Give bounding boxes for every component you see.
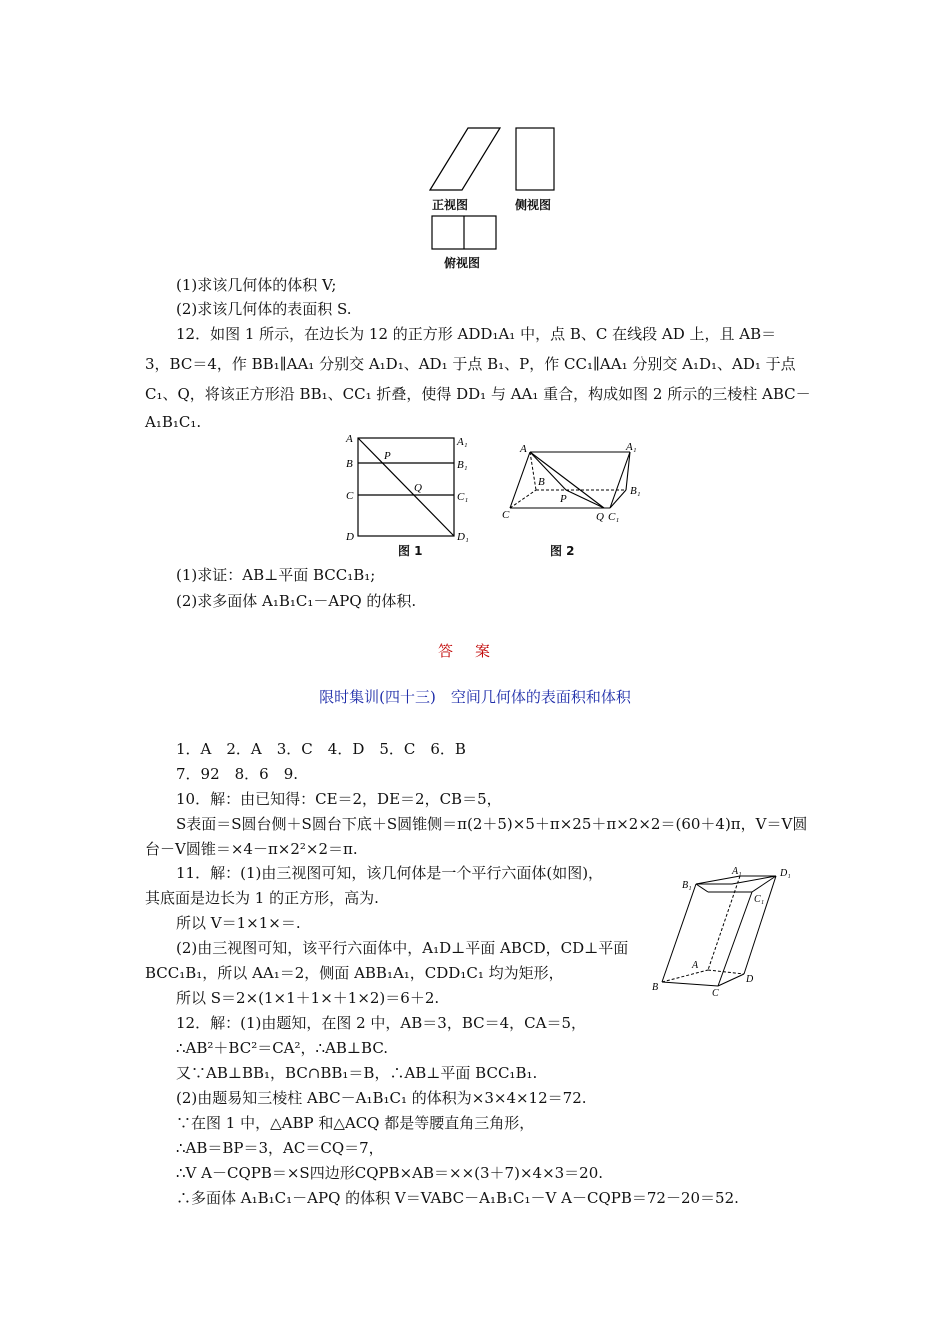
answer-12-line8: ∴多面体 A₁B₁C₁－APQ 的体积 V＝VABC－A₁B₁C₁－V A－CQPB＝72－20＝52. <box>176 1189 739 1207</box>
answer-12-line3: 又∵AB⊥BB₁，BC∩BB₁＝B，∴AB⊥平面 BCC₁B₁. <box>176 1064 538 1082</box>
fig1-label-C1: C₁ <box>457 491 469 503</box>
fig11-label-A: A <box>692 960 699 971</box>
fig1-label-D: D <box>346 531 354 543</box>
fig11-label-D1: D₁ <box>780 868 791 879</box>
front-view-caption: 正视图 <box>432 198 469 212</box>
answer-12-line7: ∴V A－CQPB＝×S四边形CQPB×AB＝××(3＋7)×4×3＝20. <box>176 1164 604 1182</box>
fig11-label-D: D <box>746 974 754 985</box>
fig11-label-C: C <box>712 988 719 998</box>
q12-line3: C₁、Q，将该正方形沿 BB₁、CC₁ 折叠，使得 DD₁ 与 AA₁ 重合，构成如图 2 所示的三棱柱 ABC－ <box>145 385 811 403</box>
answer-12-line6: ∴AB＝BP＝3，AC＝CQ＝7， <box>176 1139 384 1157</box>
answers-subtitle: 限时集训(四十三) 空间几何体的表面积和体积 <box>319 688 631 706</box>
front-view-shape <box>430 128 500 190</box>
answer-12-line5: ∵在图 1 中，△ABP 和△ACQ 都是等腰直角三角形， <box>176 1114 535 1132</box>
fig2-label-Q: Q <box>596 511 604 523</box>
fig1-label-Q: Q <box>414 482 422 494</box>
fig1-label-B1: B₁ <box>457 459 468 471</box>
q12-line4: A₁B₁C₁. <box>145 413 202 431</box>
fig2-label-A: A <box>520 443 527 455</box>
q11-part2: (2)求该几何体的表面积 S. <box>176 300 352 318</box>
fig1-label-A: A <box>346 433 353 445</box>
answer-11-line5: BCC₁B₁，所以 AA₁＝2，侧面 ABB₁A₁，CDD₁C₁ 均为矩形， <box>145 964 564 982</box>
answer-11-line3: 所以 V＝1×1×＝. <box>176 914 301 932</box>
fig1-label-A1: A₁ <box>457 436 468 448</box>
fig11-label-A1: A₁ <box>732 866 742 877</box>
q11-part1: (1)求该几何体的体积 V; <box>176 276 337 294</box>
answer-10-line3: 台－V圆锥＝×4－π×2²×2＝π. <box>145 840 358 858</box>
answers-title: 答案 <box>437 642 512 660</box>
figure-2 <box>500 438 650 538</box>
fig1-label-B: B <box>346 458 353 470</box>
fig11-label-B1: B₁ <box>682 880 692 891</box>
q12-part2: (2)求多面体 A₁B₁C₁－APQ 的体积. <box>176 592 417 610</box>
answer-7-9: 7．92 8．6 9. <box>176 765 299 783</box>
answer-1-6: 1．A 2．A 3．C 4．D 5．C 6．B <box>176 740 466 758</box>
fig2-label-B1: B₁ <box>630 485 641 497</box>
q12-part1: (1)求证：AB⊥平面 BCC₁B₁; <box>176 566 376 584</box>
top-view-caption: 俯视图 <box>444 256 481 270</box>
side-view-shape <box>516 128 554 190</box>
answer-11-line4: (2)由三视图可知，该平行六面体中，A₁D⊥平面 ABCD，CD⊥平面 <box>176 939 629 957</box>
q12-line2: 3，BC＝4，作 BB₁∥AA₁ 分别交 A₁D₁、AD₁ 于点 B₁、P，作 CC₁∥AA₁ 分别交 A₁D₁、AD₁ 于点 <box>145 355 796 373</box>
fig2-label-P: P <box>560 493 567 505</box>
q12-line1: 12．如图 1 所示，在边长为 12 的正方形 ADD₁A₁ 中，点 B、C 在线段 AD 上，且 AB＝ <box>176 325 777 343</box>
answer-11-line2: 其底面是边长为 1 的正方形，高为. <box>145 889 379 907</box>
fig11-label-B: B <box>652 982 659 993</box>
figure-1 <box>340 428 480 558</box>
fig2-label-C1: C₁ <box>608 511 620 523</box>
fig2-label-B: B <box>538 476 545 488</box>
fig2-label-A1: A₁ <box>626 441 637 453</box>
answer-11-line1: 11．解：(1)由三视图可知，该几何体是一个平行六面体(如图)， <box>176 864 604 882</box>
fig1-label-P: P <box>384 450 391 462</box>
fig1-label-C: C <box>346 490 354 502</box>
answer-12-line4: (2)由题易知三棱柱 ABC－A₁B₁C₁ 的体积为×3×4×12＝72. <box>176 1089 587 1107</box>
fig11-label-C1: C₁ <box>754 894 765 905</box>
answer-11-line6: 所以 S＝2×(1×1＋1×＋1×2)＝6＋2. <box>176 989 440 1007</box>
fig1-caption: 图 1 <box>398 544 423 558</box>
answer-10-line2: S表面＝S圆台侧＋S圆台下底＋S圆锥侧＝π(2＋5)×5＋π×25＋π×2×2＝(60＋4)π，V＝V圆 <box>176 815 808 833</box>
answer-12-line1: 12．解：(1)由题知，在图 2 中，AB＝3，BC＝4，CA＝5， <box>176 1014 586 1032</box>
fig2-label-C: C <box>502 509 510 521</box>
answer-10-line1: 10．解：由已知得：CE＝2，DE＝2，CB＝5， <box>176 790 502 808</box>
side-view-caption: 侧视图 <box>515 198 552 212</box>
fig2-caption: 图 2 <box>550 544 575 558</box>
fig1-label-D1: D₁ <box>457 531 469 543</box>
parallelepiped-figure <box>652 858 812 998</box>
answer-12-line2: ∴AB²＋BC²＝CA²，∴AB⊥BC. <box>176 1039 389 1057</box>
